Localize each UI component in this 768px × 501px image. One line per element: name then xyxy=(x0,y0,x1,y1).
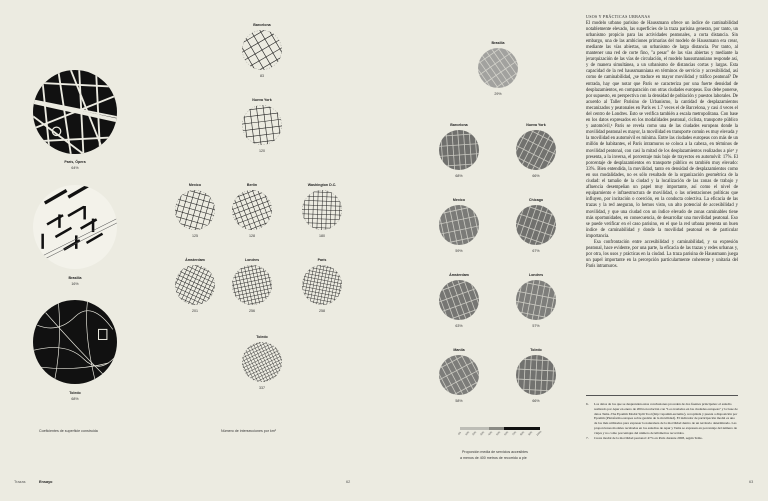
accessibility-circle xyxy=(516,355,556,395)
coverage-value: 16% xyxy=(71,282,79,286)
accessibility-value: 63% xyxy=(455,324,463,328)
legend-swatch xyxy=(518,427,525,430)
footnote-number: 7. xyxy=(586,435,589,440)
footer-subsection: Ensayo xyxy=(39,480,53,484)
page-number-left: 62 xyxy=(346,480,351,484)
intersection-count: 128 xyxy=(249,234,255,238)
intersection-count: 258 xyxy=(319,309,325,313)
accessibility-value: 66% xyxy=(532,174,540,178)
city-label: Manila xyxy=(453,348,465,352)
legend-tick-label: 90% xyxy=(527,430,533,437)
city-label: Ámsterdam xyxy=(185,258,205,262)
city-label: Mexico xyxy=(452,198,466,202)
city-label: Barcelona xyxy=(253,23,271,27)
intersection-count: 120 xyxy=(259,149,265,153)
map-circle-toledo xyxy=(33,300,117,384)
footnotes xyxy=(586,395,738,440)
legend-swatch xyxy=(489,427,496,430)
legend-swatch xyxy=(533,427,540,430)
accessibility-circle xyxy=(439,205,479,245)
footnote-text: Los datos de los que se desprenden estas conclusiones proceden de dos fuentes principales: el estudio realizado por Apur en enero de 2004 en relación con "Los traslados en las ciudades europeas" y la base de datos Tems–The Epomm Modal Split Tool (http://epomm.eu/tems/), recopilada y puesta a disposición por Epomm (Plataforma europea sobre gestión de la movilidad). El indicador de participación modal es uno de los más utilizados para expresar la naturaleza de la movilidad dentro de un territorio determinado. Las proporciones modales recabadas en los estudios de Apur y Tems se expresan en porcentaje del número de viajes y no como porcentajes del número de kilómetros recorridos. xyxy=(594,402,738,435)
street-network-circle xyxy=(302,265,342,305)
legend-ticks xyxy=(458,432,542,435)
legend-tick-label: 30% xyxy=(480,430,486,437)
street-network-circle xyxy=(302,190,342,230)
legend-tick-label: 70% xyxy=(511,430,518,437)
accessibility-value: 68% xyxy=(455,174,463,178)
legend-tick-label: 80% xyxy=(519,430,526,437)
legend-tick-label: 60% xyxy=(503,430,510,437)
accessibility-circle xyxy=(439,280,479,320)
footnote xyxy=(586,436,738,441)
legend-tick-label: 0% xyxy=(457,431,463,436)
map-paris-opera-graphic xyxy=(33,70,117,154)
legend-swatch xyxy=(525,427,532,430)
footnote xyxy=(586,402,738,436)
city-label: Toledo xyxy=(530,348,542,352)
street-network-circle xyxy=(242,30,282,70)
city-label: Toledo xyxy=(69,391,81,395)
coverage-value: 64% xyxy=(71,166,79,170)
coverage-value: 68% xyxy=(71,397,79,401)
legend-caption-line2: a menos de 400 metros de recorrido a pie xyxy=(460,456,527,460)
street-network-circle xyxy=(175,265,215,305)
article-paragraph: Esa confrontación entre accesibilidad y caminabilidad, y su expresión peatonal, hace evidente, por una parte, la eficacia de las trazas y redes urbanas y, por otra, los usos y prácticas en la ciudad. La traza parisina de Haussmann juega un papel importante en la percepción particularmente coherente y unitaria del París intramuros. xyxy=(586,239,738,270)
city-label: Barcelona xyxy=(450,123,468,127)
map-toledo-graphic xyxy=(33,300,117,384)
accessibility-circle xyxy=(439,130,479,170)
map-brasilia-graphic xyxy=(33,185,117,269)
legend-swatch xyxy=(496,427,503,430)
map-circle-paris-opera xyxy=(33,70,117,154)
legend-tick-label: 10% xyxy=(464,430,470,437)
footnote-number: 6. xyxy=(586,402,589,406)
intersection-count: 201 xyxy=(192,309,198,313)
city-label: Londres xyxy=(244,258,260,262)
accessibility-circle xyxy=(439,355,479,395)
left-column-caption: Coeficientes de superficie construida xyxy=(39,429,98,433)
street-network-circle xyxy=(242,105,282,145)
middle-column-caption: Número de intersecciones por km² xyxy=(221,429,276,433)
footnote-text: Cuota modal de la movilidad peatonal: 47% en París durante 2008, según Tems. xyxy=(594,435,703,440)
city-label: Brasilia xyxy=(491,41,505,45)
article-body xyxy=(586,14,738,270)
intersection-count: 83 xyxy=(260,74,264,78)
city-label: Brasilia xyxy=(68,276,82,280)
legend-tick-label: 50% xyxy=(495,430,502,437)
article-heading: USOS Y PRÁCTICAS URBANAS xyxy=(586,14,651,19)
legend-swatch xyxy=(460,427,467,430)
intersection-count: 125 xyxy=(192,234,198,238)
city-label: Ámsterdam xyxy=(449,273,469,277)
city-label: Berlín xyxy=(246,183,258,187)
legend-tick-label: 40% xyxy=(487,430,494,437)
accessibility-value: 29% xyxy=(494,92,502,96)
accessibility-circle xyxy=(478,48,518,88)
legend-swatch xyxy=(467,427,474,430)
city-label: Chicago xyxy=(528,198,544,202)
legend-swatch xyxy=(504,427,511,430)
street-network-circle xyxy=(232,265,272,305)
legend-color-bar xyxy=(460,427,540,430)
intersection-count: 180 xyxy=(319,234,325,238)
city-label: Mexico xyxy=(188,183,202,187)
page-number-right: 63 xyxy=(749,480,754,484)
city-label: Nueva York xyxy=(252,98,272,102)
legend-caption-line1: Proporción media de servicios accesibles xyxy=(462,450,528,454)
accessibility-value: 59% xyxy=(455,249,463,253)
accessibility-circle xyxy=(516,205,556,245)
accessibility-value: 57% xyxy=(532,324,540,328)
city-label: París, Ópera xyxy=(64,160,86,164)
legend-tick-label: 20% xyxy=(472,430,478,437)
city-label: Nueva York xyxy=(526,123,546,127)
map-circle-brasilia xyxy=(33,185,117,269)
intersection-count: 337 xyxy=(259,386,265,390)
accessibility-value: 66% xyxy=(532,399,540,403)
city-label: Washington D.C. xyxy=(307,183,337,187)
street-network-circle xyxy=(175,190,215,230)
legend-tick-label: 100% xyxy=(535,430,543,437)
accessibility-circle xyxy=(516,280,556,320)
street-network-circle xyxy=(242,342,282,382)
footer-section: Trazas xyxy=(14,480,26,484)
city-label: Londres xyxy=(528,273,544,277)
legend-swatch xyxy=(475,427,482,430)
city-label: Toledo xyxy=(256,335,268,339)
accessibility-circle xyxy=(516,130,556,170)
city-label: París xyxy=(317,258,327,262)
accessibility-value: 58% xyxy=(455,399,463,403)
intersection-count: 256 xyxy=(249,309,255,313)
street-network-circle xyxy=(232,190,272,230)
article-paragraph: El modelo urbano parisino de Haussmann ofrece un índice de caminabilidad notablemente elevado, las superficies de la traza parisina generan, por tanto, un urbanismo propicio para las actividades peatonales, a corta distancia. Sin embargo, una de las ambiciones primarias del modelo de Haussmann era crear, mediante las vías abiertas, un urbanismo de larga distancia. Por tanto, al mantener una red de corte fino, "a pesar" de las vías abiertas y mediante la jerarquización de las vías de circulación, el modelo haussmanniano responde así, y de manera simultánea, a un urbanismo de distancias cortas y largas. Esta capacidad de la red haussmanniana en términos de servicio y accesibilidad, así como de caminabilidad, ¿se traduce en mayor movilidad y tráfico peatonal? De entrada, hay que notar que París se caracteriza por una fuerte densidad de desplazamientos, en comparación con otras ciudades europeas. Eso debe ponerse, por supuesto, en perspectiva con la densidad de población y puestos laborales. De acuerdo al Taller Parisino de Urbanismo, la cantidad de desplazamientos mecanizados y peatonales en París es 1.7 veces el de Barcelona, y casi 4 veces el del centro de Londres. Esto se verifica también a escala metropolitana. Con base en los datos expresados en los modalidades peatonal, ciclista, transporte público y automóvil,⁶ París se revela como una de las ciudades europeas donde la movilidad peatonal es mayor, la movilidad en transporte común es muy elevada y la movilidad en automóvil es mínima. Entre las ciudades europeas con más de un millón de habitantes, el París intramuros se coloca a la cabeza, en términos de movilidad peatonal, con casi la mitad de los desplazamientos realizados a pie⁷ y presenta, a la inversa, el porcentaje más bajo de trayectos en automóvil: 17%. El porcentaje de desplazamientos en transporte público es también muy elevado: 33%. Bien entendida, la movilidad, tanto en densidad de desplazamientos como en sus modalidades, no es sólo resultado de la organización geométrica de la ciudad: el tamaño de la ciudad y la localización de las zonas de trabajo y afluencia desempeñan un papel muy importante, así como el nivel de equipamiento e infraestructura de movilidad, o las orientaciones políticas que influyen, por incitación o coerción, en la conducta colectiva. La eficacia de las trazas y la red aseguran, lo hemos visto, un alto potencial de accesibilidad y movilidad, y que una ciudad con un índice elevado de zonas caminables tiene más oportunidades, en consecuencia, de desarrollar una movilidad peatonal. Eso se puede verificar en el caso parisino, en el que la red urbana presenta un buen índice de caminabilidad y donde la movilidad peatonal es de particular importancia. xyxy=(586,20,738,239)
accessibility-value: 67% xyxy=(532,249,540,253)
